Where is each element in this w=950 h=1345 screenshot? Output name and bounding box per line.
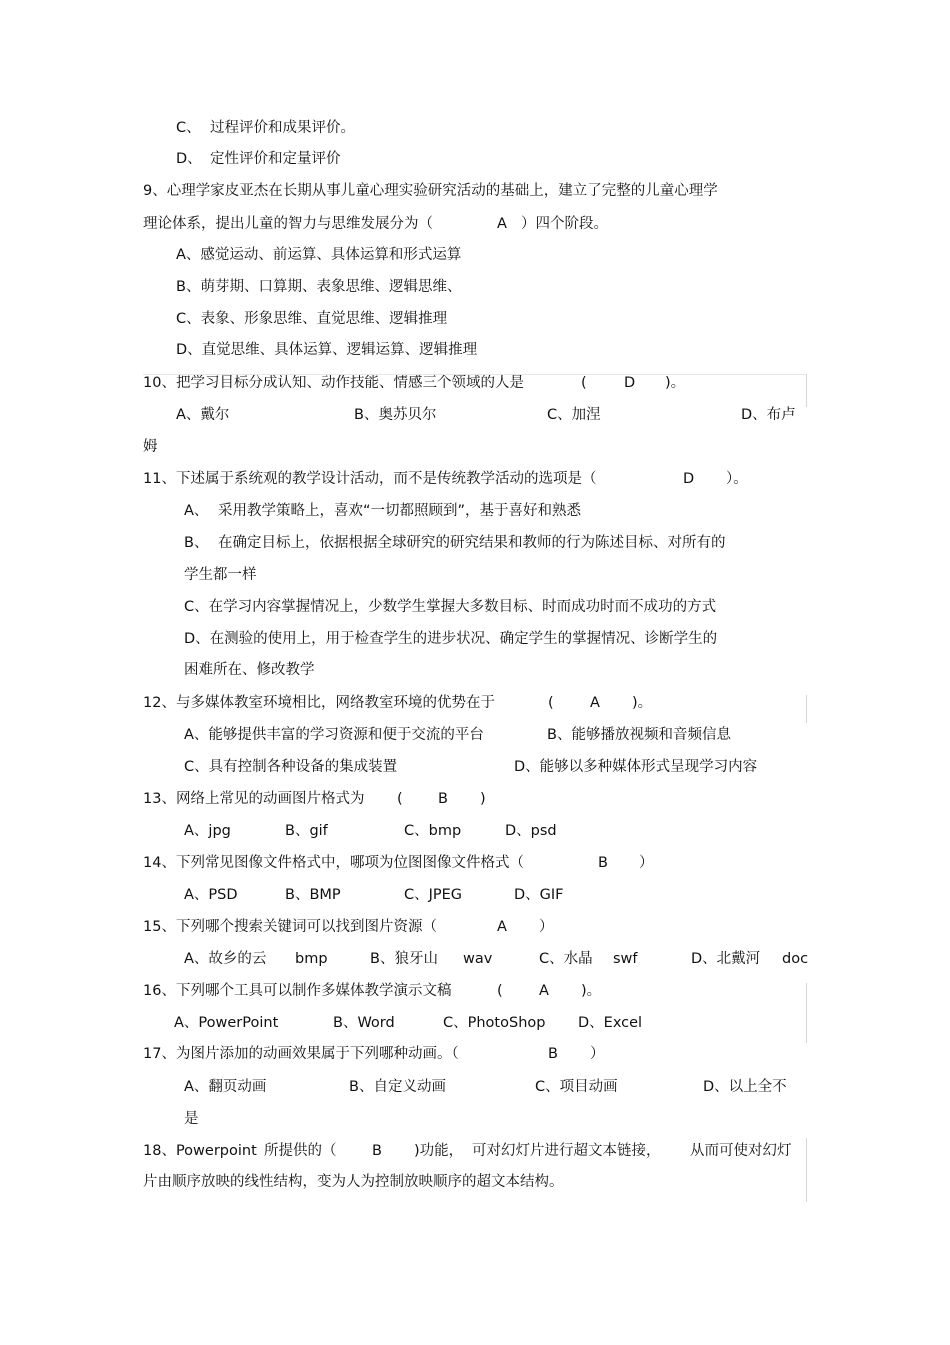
text-line: )。 [632, 695, 653, 711]
text-line: B [372, 1143, 382, 1159]
text-line: swf [613, 951, 638, 967]
text-line: ( [548, 695, 554, 711]
text-line: 11、下述属于系统观的教学设计活动，而不是传统教学活动的选项是（ [143, 471, 597, 487]
text-line: A、能够提供丰富的学习资源和便于交流的平台 [184, 727, 484, 743]
text-line: A、翻页动画 [184, 1079, 267, 1095]
text-line: A [539, 983, 549, 999]
text-line: 从而可使对幻灯 [690, 1143, 792, 1159]
text-line: 14、下列常见图像文件格式中，哪项为位图图像文件格式（ [143, 855, 524, 871]
text-line: B、能够播放视频和音频信息 [547, 727, 731, 743]
margin-rule [806, 374, 807, 407]
text-line: 采用教学策略上，喜欢“一切都照顾到”，基于喜好和熟悉 [218, 503, 582, 519]
text-line: 姆 [143, 439, 158, 455]
text-line: C、在学习内容掌握情况上，少数学生掌握大多数目标、时而成功时而不成功的方式 [184, 599, 717, 615]
text-line: D、北戴河 [691, 951, 761, 967]
text-line: B [438, 791, 448, 807]
text-line: D、Excel [578, 1015, 643, 1031]
text-line: C、PhotoShop [443, 1015, 546, 1031]
divider-line [143, 374, 807, 375]
text-line: D、直觉思维、具体运算、逻辑运算、逻辑推理 [176, 342, 478, 358]
text-line: 在确定目标上，依据根据全球研究的研究结果和教师的行为陈述目标、对所有的 [218, 535, 726, 551]
text-line: A [497, 919, 507, 935]
text-line: 12、与多媒体教室环境相比，网络教室环境的优势在于 [143, 695, 495, 711]
margin-rule [806, 1138, 807, 1202]
text-line: D、GIF [514, 887, 564, 903]
text-line: 13、网络上常见的动画图片格式为 [143, 791, 365, 807]
text-line: B、Word [333, 1015, 395, 1031]
text-line: 10、把学习目标分成认知、动作技能、情感三个领域的人是 [143, 375, 524, 391]
text-line: D、 [176, 151, 202, 167]
text-line: 过程评价和成果评价。 [210, 120, 355, 136]
text-line: ( [497, 983, 503, 999]
text-line: B、自定义动画 [349, 1079, 446, 1095]
text-line: D [624, 375, 636, 391]
text-line: doc [782, 951, 809, 967]
text-line: 困难所在、修改教学 [184, 662, 315, 678]
text-line: ( [397, 791, 403, 807]
text-line: 16、下列哪个工具可以制作多媒体教学演示文稿 [143, 983, 452, 999]
text-line: 理论体系，提出儿童的智力与思维发展分为（ [143, 216, 433, 232]
text-line: B、BMP [285, 887, 341, 903]
text-line: B、萌芽期、口算期、表象思维、逻辑思维、 [176, 279, 462, 295]
margin-rule [806, 695, 807, 723]
text-line: B、狼牙山 [370, 951, 438, 967]
text-line: ） [639, 855, 654, 871]
text-line: ）四个阶段。 [521, 216, 608, 232]
text-line: 定性评价和定量评价 [210, 151, 341, 167]
text-line: D、布卢 [741, 407, 796, 423]
text-line: B [548, 1046, 558, 1062]
text-line: wav [463, 951, 493, 967]
text-line: 17、为图片添加的动画效果属于下列哪种动画。（ [143, 1046, 459, 1062]
text-line: C、bmp [404, 823, 462, 839]
text-line: ） [539, 919, 554, 935]
text-line: bmp [295, 951, 328, 967]
text-line: 所提供的（ [264, 1143, 337, 1159]
text-line: 是 [184, 1111, 199, 1127]
text-line: D、psd [505, 823, 557, 839]
text-line: 18、Powerpoint [143, 1143, 257, 1159]
text-line: C、JPEG [404, 887, 463, 903]
text-line: A [497, 216, 507, 232]
text-line: )。 [665, 375, 686, 391]
text-line: A [590, 695, 600, 711]
text-line: B [598, 855, 608, 871]
text-line: )。 [581, 983, 602, 999]
text-line: ） [590, 1046, 605, 1062]
text-line: B、 [184, 535, 209, 551]
text-line: 片由顺序放映的线性结构，变为人为控制放映顺序的超文本结构。 [143, 1174, 564, 1190]
text-line: ( [581, 375, 587, 391]
text-line: ）。 [726, 471, 748, 487]
text-line: B、gif [285, 823, 328, 839]
text-line: D [683, 471, 695, 487]
text-line: A、故乡的云 [184, 951, 267, 967]
text-line: A、jpg [184, 823, 231, 839]
text-line: C、加涅 [547, 407, 601, 423]
text-line: )功能， [414, 1143, 464, 1159]
text-line: B、奥苏贝尔 [354, 407, 437, 423]
text-line: ) [480, 791, 486, 807]
text-line: 9、心理学家皮亚杰在长期从事儿童心理实验研究活动的基础上，建立了完整的儿童心理学 [143, 183, 718, 199]
text-line: C、水晶 [539, 951, 593, 967]
text-line: C、表象、形象思维、直觉思维、逻辑推理 [176, 311, 448, 327]
text-line: 学生都一样 [184, 567, 257, 583]
text-line: D、在测验的使用上，用于检查学生的进步状况、确定学生的掌握情况、诊断学生的 [184, 631, 718, 647]
text-line: 可对幻灯片进行超文本链接， [472, 1143, 661, 1159]
text-line: A、PowerPoint [174, 1015, 279, 1031]
text-line: D、以上全不 [703, 1079, 787, 1095]
text-line: A、 [184, 503, 209, 519]
text-line: 15、下列哪个搜索关键词可以找到图片资源（ [143, 919, 437, 935]
text-line: D、能够以多种媒体形式呈现学习内容 [514, 759, 758, 775]
text-line: A、感觉运动、前运算、具体运算和形式运算 [176, 247, 462, 263]
text-line: C、项目动画 [535, 1079, 618, 1095]
text-line: C、 [176, 120, 201, 136]
text-line: C、具有控制各种设备的集成装置 [184, 759, 398, 775]
text-line: A、戴尔 [176, 407, 230, 423]
text-line: A、PSD [184, 887, 238, 903]
margin-rule [806, 983, 807, 1043]
